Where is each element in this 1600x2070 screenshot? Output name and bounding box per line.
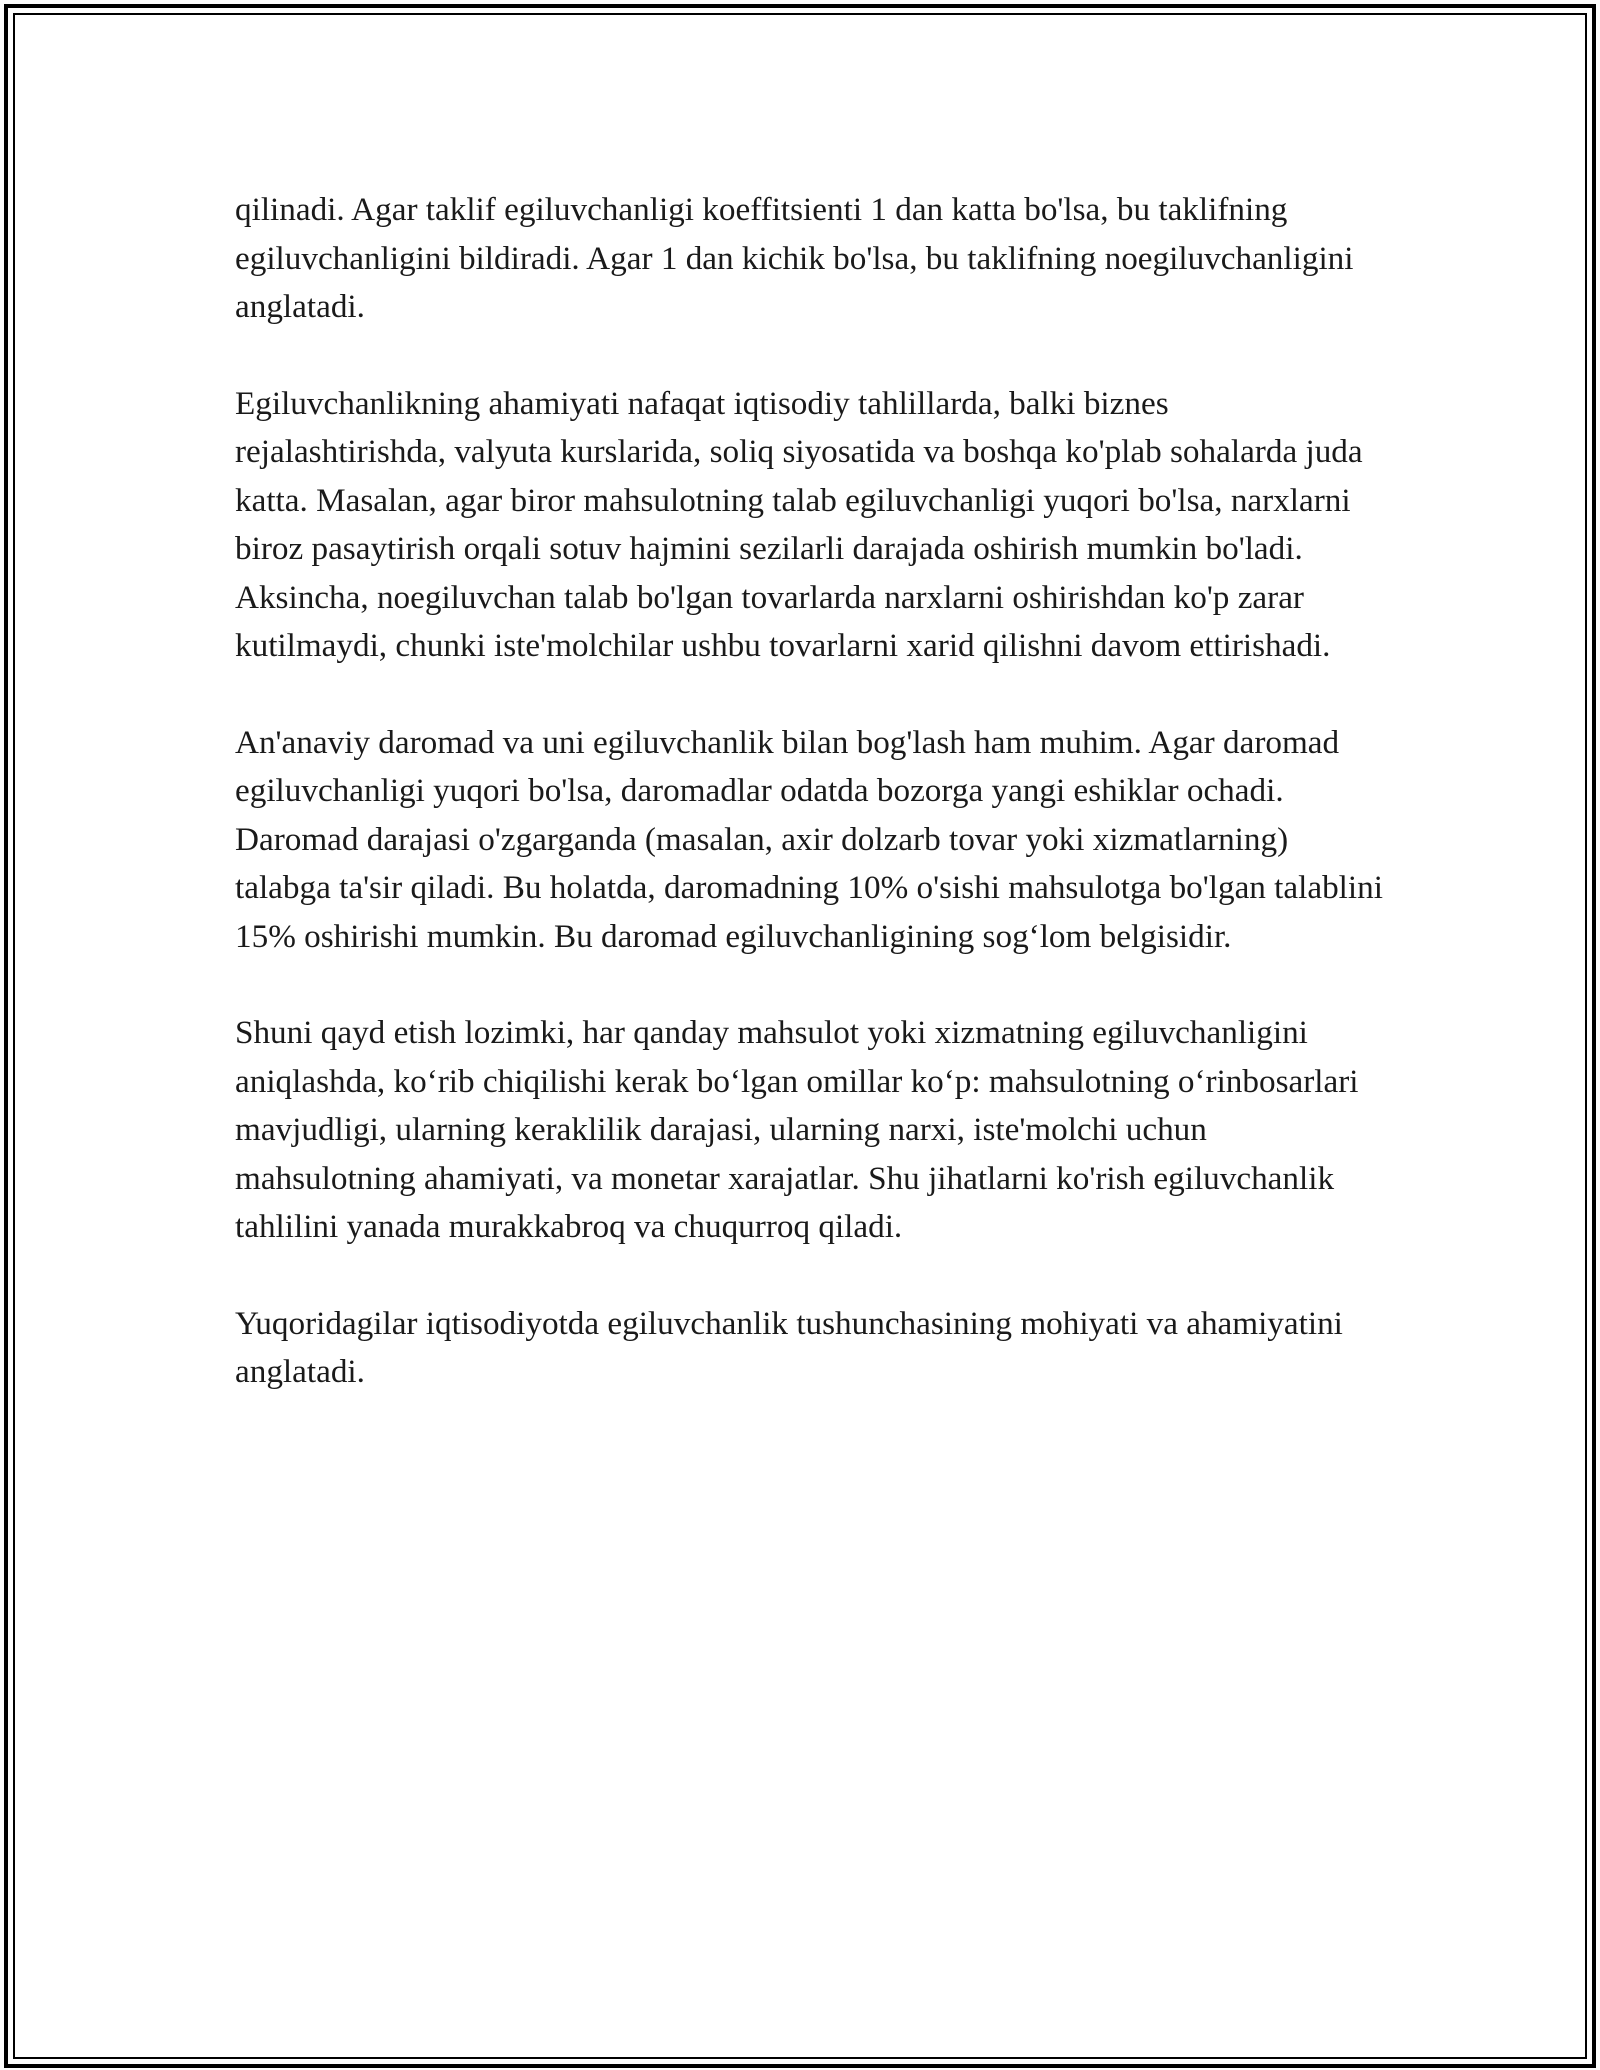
- document-body: [235, 186, 1385, 1397]
- paragraph-4: Shuni qayd etish lozimki, har qanday mahsulot yoki xizmatning egiluvchanligini aniqlashda, ko‘rib chiqilishi kerak bo‘lgan omillar ko‘p: mahsulotning o‘rinbosarlari mavjudligi, ularning keraklilik darajasi, ularning narxi, iste'molchi uchun mahsulotning ahamiyati, va monetar xarajatlar. Shu jihatlarni ko'rish egiluvchanlik tahlilini yanada murakkabroq va chuqurroq qiladi.: [235, 1014, 1359, 1245]
- paragraph-3: An'anaviy daromad va uni egiluvchanlik bilan bog'lash ham muhim. Agar daromad egiluvchanligi yuqori bo'lsa, daromadlar odatda bozorga yangi eshiklar ochadi. Daromad darajasi o'zgarganda (masalan, axir dolzarb tovar yoki xizmatlarning) talabga ta'sir qiladi. Bu holatda, daromadning 10% o'sishi mahsulotga bo'lgan talablini 15% oshirishi mumkin. Bu daromad egiluvchanligining sog‘lom belgisidir.: [235, 723, 1383, 955]
- paragraph-1: qilinadi. Agar taklif egiluvchanligi koeffitsienti 1 dan katta bo'lsa, bu taklifning egiluvchanligini bildiradi. Agar 1 dan kichik bo'lsa, bu taklifning noegiluvchanligini anglatadi.: [235, 191, 1354, 325]
- paragraph-5: Yuqoridagilar iqtisodiyotda egiluvchanlik tushunchasining mohiyati va ahamiyatini anglatadi.: [235, 1304, 1343, 1390]
- paragraph-2: Egiluvchanlikning ahamiyati nafaqat iqtisodiy tahlillarda, balki biznes rejalashtirishda, valyuta kurslarida, soliq siyosatida va boshqa ko'plab sohalarda juda katta. Masalan, agar biror mahsulotning talab egiluvchanligi yuqori bo'lsa, narxlarni biroz pasaytirish orqali sotuv hajmini sezilarli darajada oshirish mumkin bo'ladi. Aksincha, noegiluvchan talab bo'lgan tovarlarda narxlarni oshirishdan ko'p zarar kutilmaydi, chunki iste'molchilar ushbu tovarlarni xarid qilishni davom ettirishadi.: [235, 384, 1363, 664]
